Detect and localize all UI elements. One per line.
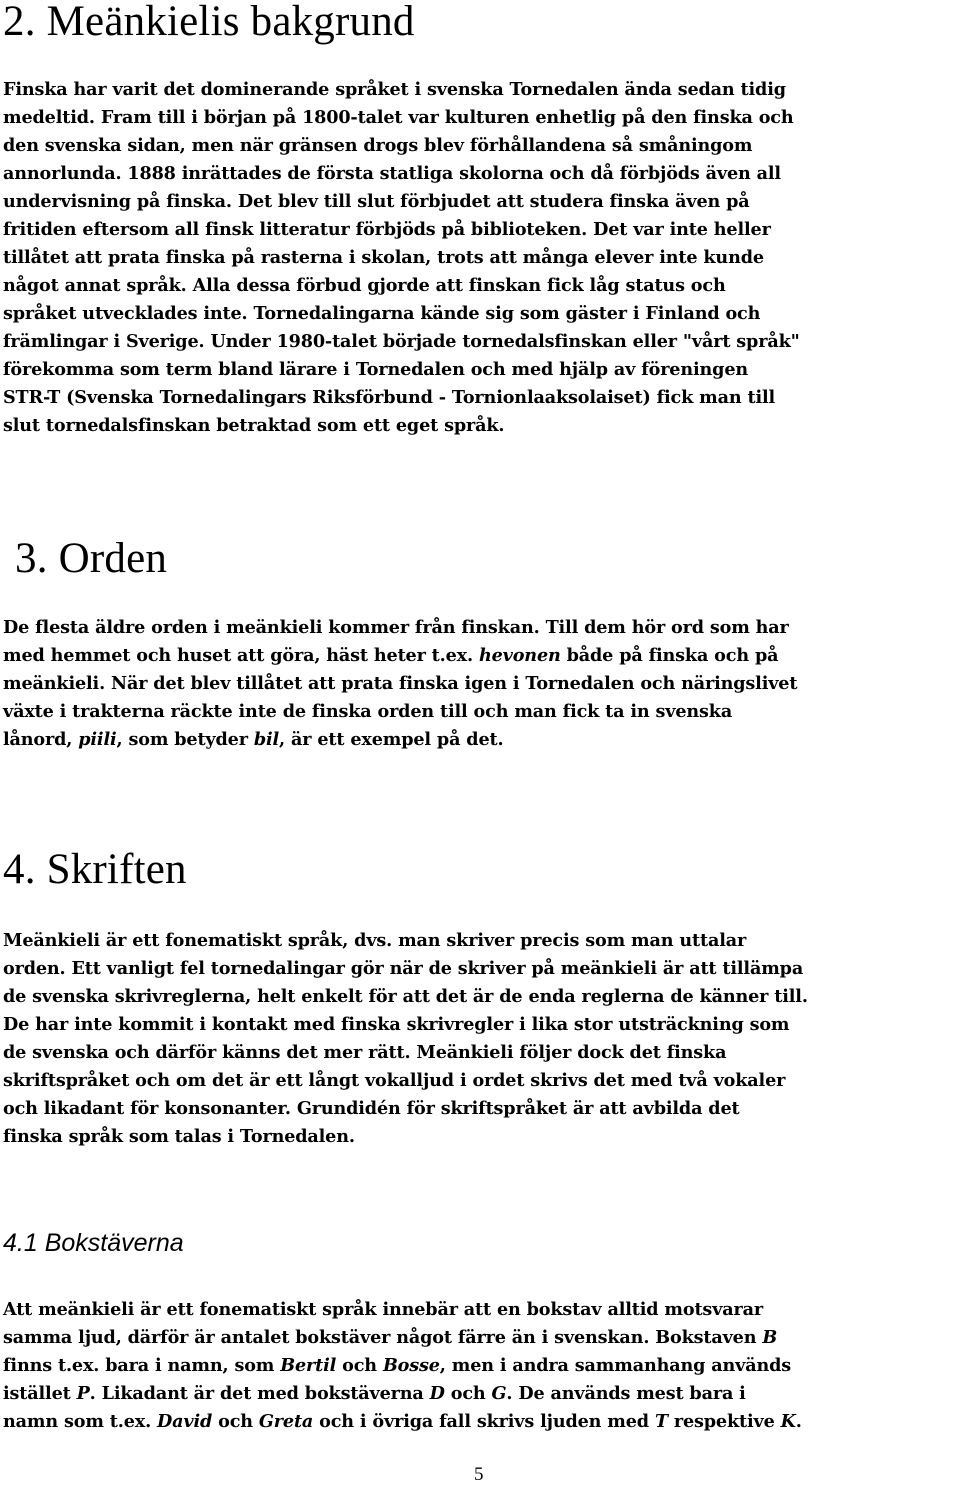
- italic-letter: K: [780, 1411, 796, 1432]
- italic-letter: T: [654, 1411, 668, 1432]
- text-line: De har inte kommit i kontakt med finska skrivregler i lika stor utsträckning som: [3, 1014, 790, 1035]
- italic-letter: B: [762, 1327, 778, 1348]
- text-run: namn som t.ex.: [3, 1411, 158, 1432]
- text-line: språket utvecklades inte. Tornedalingarna kände sig som gäster i Finland och: [3, 303, 761, 324]
- text-run: finns t.ex. bara i namn, som: [3, 1355, 281, 1376]
- text-run: med hemmet och huset att göra, häst heter t.ex.: [3, 645, 479, 666]
- text-run: .: [795, 1411, 802, 1432]
- italic-name: Greta: [258, 1411, 314, 1432]
- italic-letter: P: [76, 1383, 90, 1404]
- text-line: de svenska och därför känns det mer rätt. Meänkieli följer dock det finska: [3, 1042, 727, 1063]
- text-line: något annat språk. Alla dessa förbud gjorde att finskan fick låg status och: [3, 275, 726, 296]
- paragraph-bokstaverna: [3, 1296, 958, 1436]
- text-line: [3, 642, 958, 670]
- text-run: lånord,: [3, 729, 79, 750]
- text-run: istället: [3, 1383, 77, 1404]
- text-line: [3, 726, 958, 754]
- italic-name: Bertil: [280, 1355, 337, 1376]
- text-line: de svenska skrivreglerna, helt enkelt för att det är de enda reglerna de känner till.: [3, 986, 808, 1007]
- text-line: och likadant för konsonanter. Grundidén för skriftspråket är att avbilda det: [3, 1098, 740, 1119]
- text-line: Finska har varit det dominerande språket i svenska Tornedalen ända sedan tidig: [3, 79, 786, 100]
- text-line: slut tornedalsfinskan betraktad som ett eget språk.: [3, 415, 505, 436]
- text-line: Att meänkieli är ett fonematiskt språk innebär att en bokstav alltid motsvarar: [3, 1299, 764, 1320]
- text-line: växte i trakterna räckte inte de finska orden till och man fick ta in svenska: [3, 701, 733, 722]
- italic-letter: G: [491, 1383, 507, 1404]
- italic-term: piili: [78, 729, 117, 750]
- text-line: undervisning på finska. Det blev till slut förbjudet att studera finska även på: [3, 191, 750, 212]
- text-line: STR-T (Svenska Tornedalingars Riksförbund - Tornionlaaksolaiset) fick man till: [3, 387, 776, 408]
- text-line: [3, 1380, 958, 1408]
- text-run: och: [336, 1355, 383, 1376]
- text-run: och i övriga fall skrivs ljuden med: [313, 1411, 655, 1432]
- text-run: samma ljud, därför är antalet bokstäver något färre än i svenskan. Bokstaven: [3, 1327, 763, 1348]
- text-run: respektive: [667, 1411, 781, 1432]
- text-line: skriftspråket och om det är ett långt vokalljud i ordet skrivs det med två vokaler: [3, 1070, 786, 1091]
- text-run: och: [444, 1383, 492, 1404]
- italic-name: David: [157, 1411, 213, 1432]
- text-line: [3, 1352, 958, 1380]
- paragraph-orden: [3, 614, 958, 754]
- text-run: , är ett exempel på det.: [279, 729, 504, 750]
- text-line: tillåtet att prata finska på rasterna i skolan, trots att många elever inte kunde: [3, 247, 764, 268]
- italic-name: Bosse: [382, 1355, 440, 1376]
- text-line: förekomma som term bland lärare i Tornedalen och med hjälp av föreningen: [3, 359, 749, 380]
- section-heading-orden: 3. Orden: [15, 535, 168, 582]
- subsection-heading-bokstaverna: 4.1 Bokstäverna: [3, 1229, 184, 1257]
- text-line: finska språk som talas i Tornedalen.: [3, 1126, 355, 1147]
- text-run: . De används mest bara i: [506, 1383, 746, 1404]
- text-line: annorlunda. 1888 inrättades de första statliga skolorna och då förbjöds även all: [3, 163, 781, 184]
- text-line: medeltid. Fram till i början på 1800-talet var kulturen enhetlig på den finska och: [3, 107, 794, 128]
- italic-term: hevonen: [478, 645, 561, 666]
- text-line: Meänkieli är ett fonematiskt språk, dvs. man skriver precis som man uttalar: [3, 930, 747, 951]
- section-heading-skriften: 4. Skriften: [3, 846, 187, 893]
- text-line: främlingar i Sverige. Under 1980-talet började tornedalsfinskan eller "vårt språk": [3, 331, 800, 352]
- text-line: orden. Ett vanligt fel tornedalingar gör när de skriver på meänkieli är att tillämpa: [3, 958, 804, 979]
- page-number: 5: [474, 1464, 484, 1485]
- paragraph-skriften: [3, 927, 958, 1151]
- text-run: , som betyder: [116, 729, 254, 750]
- text-run: . Likadant är det med bokstäverna: [89, 1383, 430, 1404]
- text-line: [3, 1324, 958, 1352]
- section-heading-bakgrund: 2. Meänkielis bakgrund: [3, 0, 415, 45]
- text-run: både på finska och på: [560, 645, 779, 666]
- text-run: , men i andra sammanhang används: [439, 1355, 792, 1376]
- text-line: [3, 1408, 958, 1436]
- italic-letter: D: [429, 1383, 445, 1404]
- text-line: fritiden eftersom all finsk litteratur förbjöds på biblioteken. Det var inte heller: [3, 219, 771, 240]
- italic-term: bil: [253, 729, 280, 750]
- paragraph-bakgrund: [3, 76, 958, 440]
- text-line: den svenska sidan, men när gränsen drogs blev förhållandena så småningom: [3, 135, 753, 156]
- text-line: De flesta äldre orden i meänkieli kommer från finskan. Till dem hör ord som har: [3, 617, 789, 638]
- text-run: och: [212, 1411, 259, 1432]
- text-line: meänkieli. När det blev tillåtet att prata finska igen i Tornedalen och näringslivet: [3, 673, 798, 694]
